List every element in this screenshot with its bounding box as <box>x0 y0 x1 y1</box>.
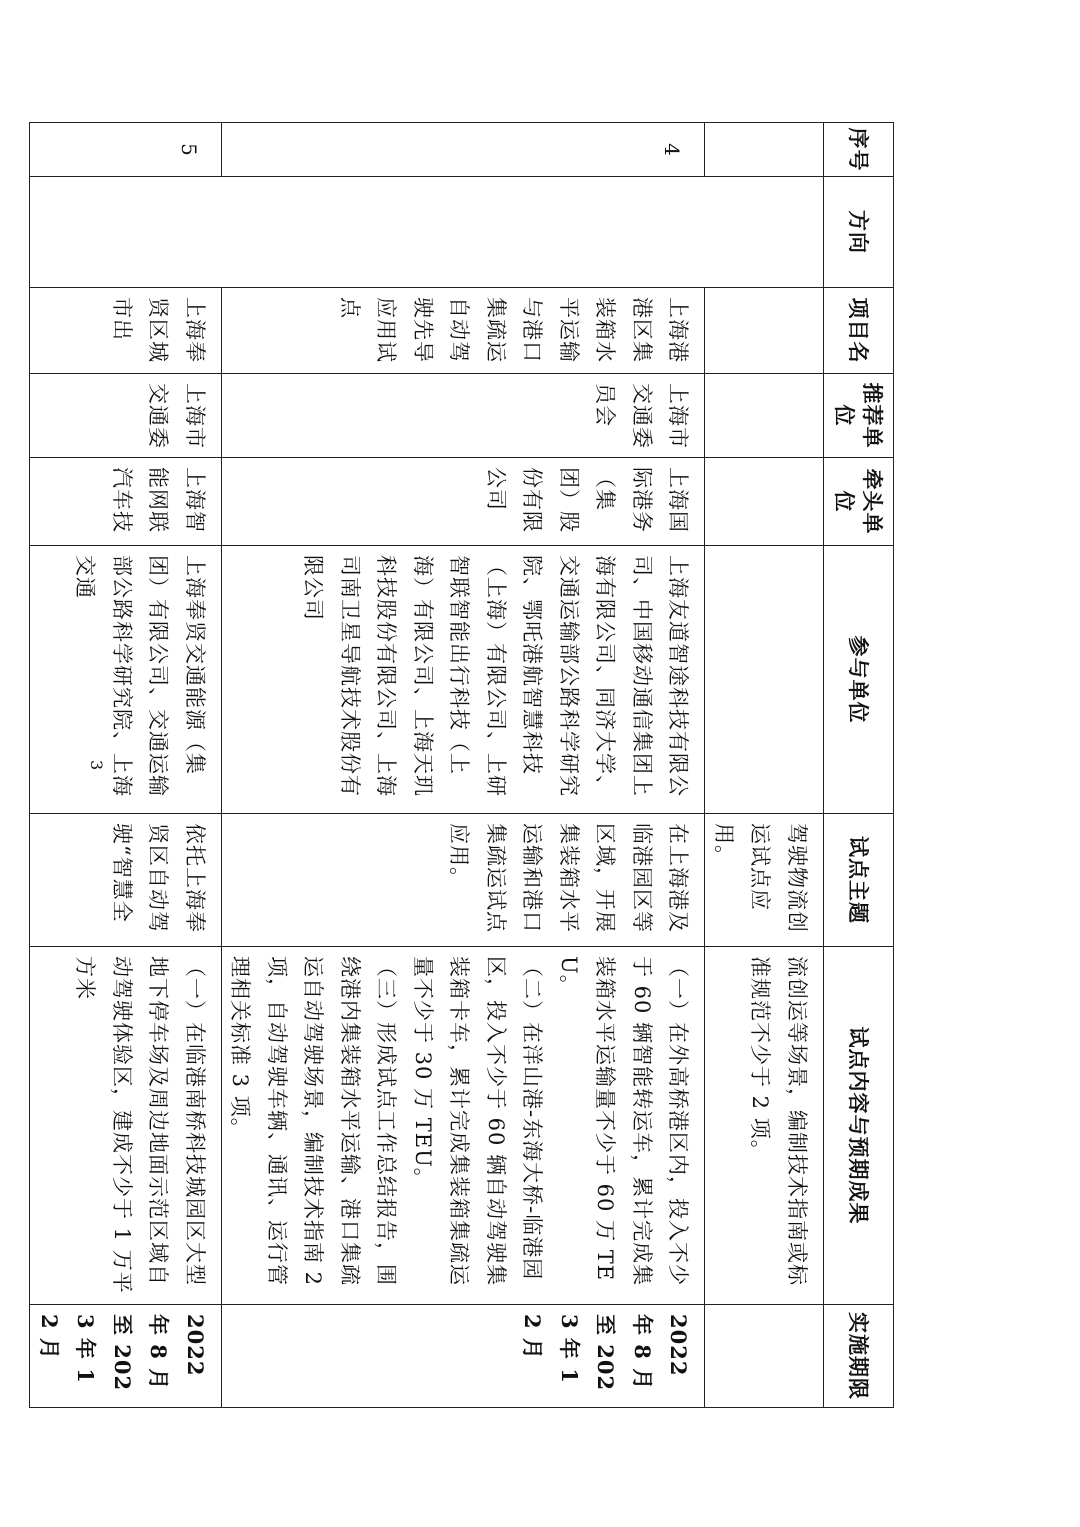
period-cell: 2022 年 8 月至 2023 年 12 月 <box>222 1305 706 1408</box>
content-item-3: （三）形成试点工作总结报告，围绕港内集装箱水平运输、港口集疏运自动驾驶场景，编制技术指南 2 项，自动驾驶车辆、通讯、运行管理相关标准 3 项。 <box>228 956 399 1287</box>
direction-cell <box>30 177 824 288</box>
lead-cell: 上海国际港务（集团）股份有限公司 <box>222 458 706 546</box>
header-period: 实施期限 <box>824 1305 894 1408</box>
recommender-cell: 上海市交通委 <box>30 374 222 458</box>
participants-cell: 上海友道智途科技有限公司、中国移动通信集团上海有限公司、同济大学、交通运输部公路科学研究院、鄂吒港航智慧科技（上海）有限公司、上研智联智能出行科技（上海）有限公司、上海天玑科技股份有限公司、上海司南卫星导航技术股份有限公司 <box>222 546 706 814</box>
content-cell: （一）在临港南桥科技城园区大型地下停车场及周边地面示范区域自动驾驶体验区，建成不少于 1 万平方米 <box>30 947 222 1305</box>
header-theme: 试点主题 <box>824 814 894 947</box>
period-cell: 2022 年 8 月至 2023 年 12 月 <box>30 1305 222 1408</box>
content-cell <box>222 947 706 1305</box>
header-direction: 方向 <box>824 177 894 288</box>
header-seq: 序号 <box>824 123 894 177</box>
header-row <box>824 123 894 1408</box>
content-item-1: （一）在外高桥港区内，投入不少于 60 辆智能转运车，累计完成集装箱水平运输量不少于 60 万 TEU。 <box>557 956 691 1287</box>
lead-cell: 上海智能网联汽车技 <box>30 458 222 546</box>
table-row-4 <box>222 123 706 1408</box>
header-content: 试点内容与预期成果 <box>824 947 894 1305</box>
page-number: 3 <box>87 760 106 771</box>
theme-cell: 在上海港及临港园区等区域，开展集装箱水平运输和港口集疏运试点应用。 <box>222 814 706 947</box>
content-item-2: （二）在洋山港-东海大桥-临港园区，投入不少于 60 辆自动驾驶集装箱卡车，累计完成集装箱集疏运量不少于 30 万 TEU。 <box>411 956 545 1287</box>
header-project: 项目名 <box>824 288 894 374</box>
header-lead: 牵头单位 <box>824 458 894 546</box>
theme-cell: 依托上海奉贤区自动驾驶“智慧全 <box>30 814 222 947</box>
project-cell: 上海港港区集装箱水平运输与港口集疏运自动驾驶先导应用试点 <box>222 288 706 374</box>
recommender-cell: 上海市交通委员会 <box>222 374 706 458</box>
seq-cell: 5 <box>30 123 222 177</box>
header-recommender: 推荐单位 <box>824 374 894 458</box>
content-cell: 流创运等场景，编制技术指南或标准规范不少于 2 项。 <box>705 947 824 1305</box>
table-row-5 <box>30 123 222 1408</box>
table-row-continued <box>705 123 824 1408</box>
project-cell: 上海奉贤区城市出 <box>30 288 222 374</box>
header-participants: 参与单位 <box>824 546 894 814</box>
pilot-project-table <box>30 122 895 1408</box>
theme-cell: 驾驶物流创运试点应用。 <box>705 814 824 947</box>
seq-cell: 4 <box>222 123 706 177</box>
participants-cell: 上海奉贤交通能源（集团）有限公司、交通运输部公路科学研究院、上海交通 <box>30 546 222 814</box>
